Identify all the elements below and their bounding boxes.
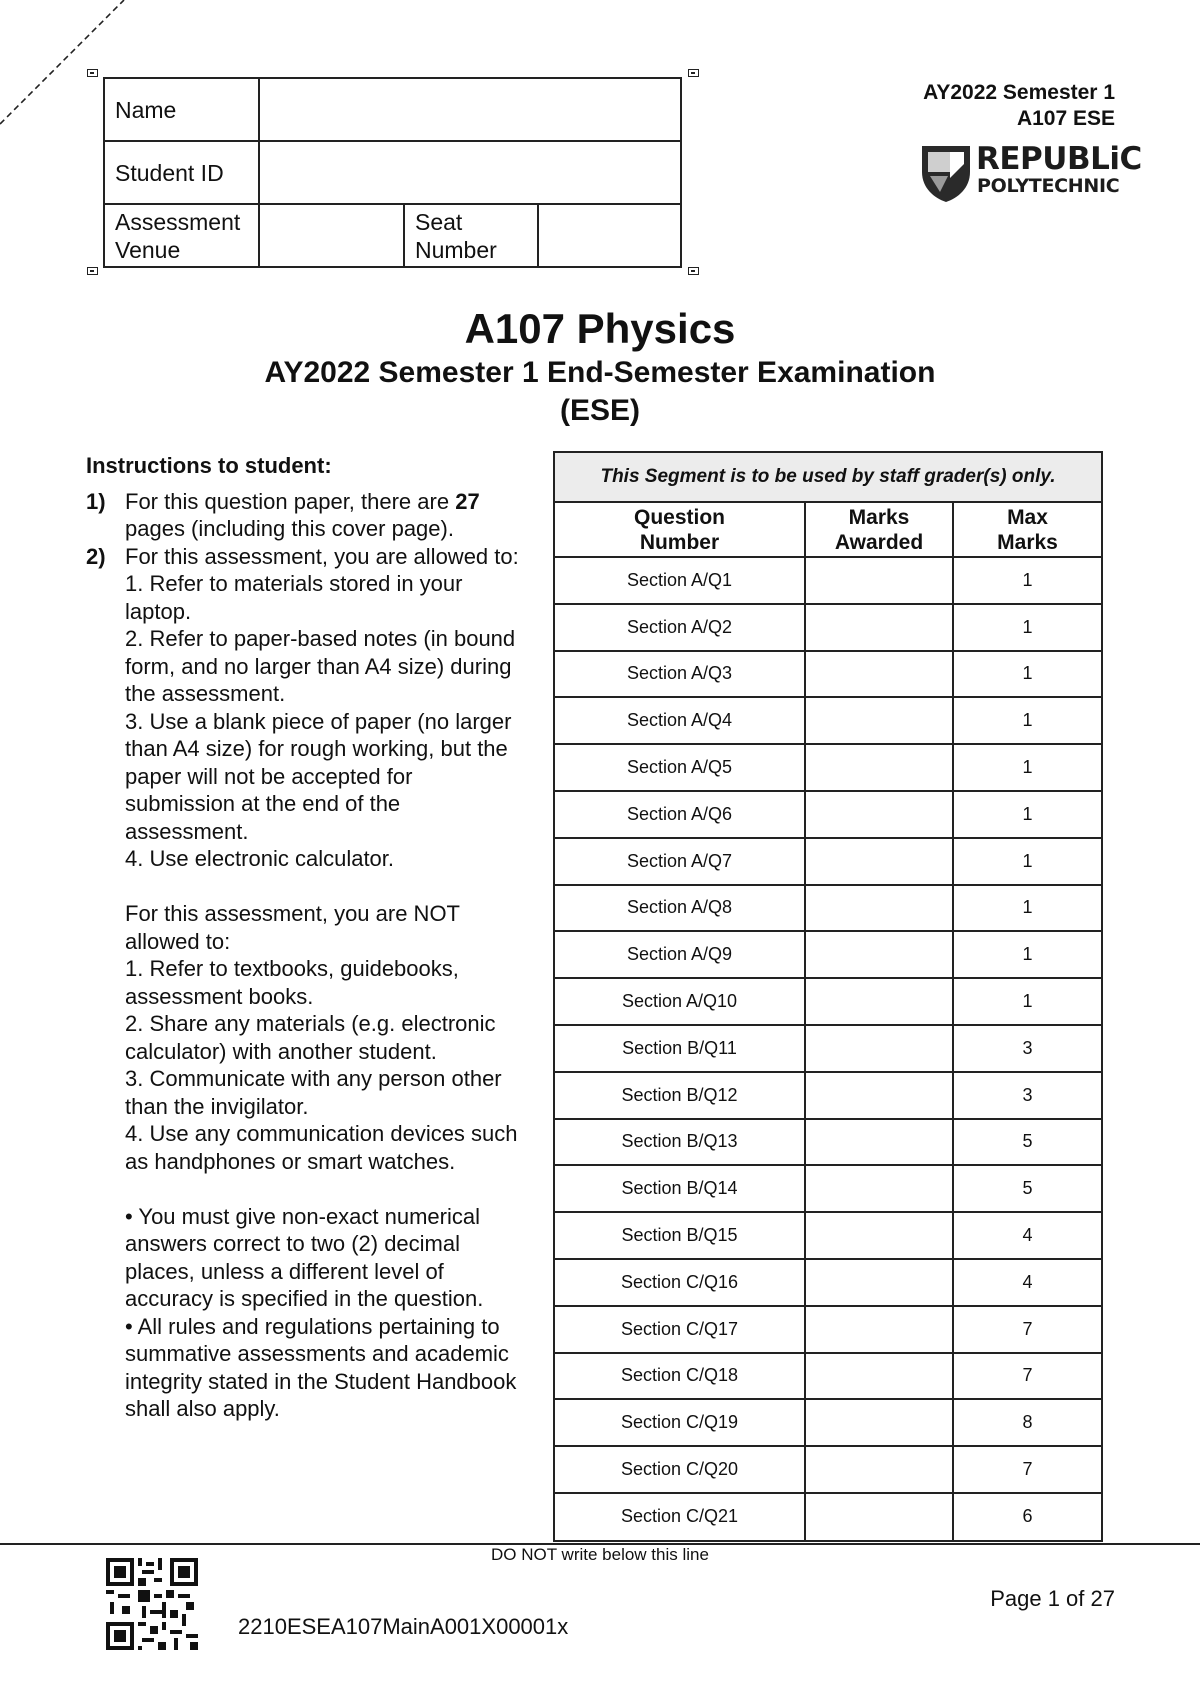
question-number: Section A/Q3 — [555, 651, 805, 698]
max-marks: 1 — [953, 885, 1101, 932]
shield-icon — [920, 142, 972, 204]
question-number: Section C/Q17 — [555, 1306, 805, 1353]
grader-rows — [555, 557, 1101, 1540]
document-code: 2210ESEA107MainA001X00001x — [238, 1614, 569, 1639]
table-row — [555, 1212, 1101, 1259]
question-number: Section A/Q4 — [555, 697, 805, 744]
table-row — [555, 1165, 1101, 1212]
venue-field[interactable] — [259, 204, 404, 267]
table-row — [555, 1259, 1101, 1306]
student-details-table — [103, 77, 682, 268]
col-header-max: Max Marks — [953, 503, 1101, 557]
question-number: Section A/Q9 — [555, 931, 805, 978]
table-row — [555, 697, 1101, 744]
name-field[interactable] — [259, 78, 681, 141]
not-allowed-item: 3. Communicate with any person other than the invigilator. — [125, 1066, 502, 1119]
question-number: Section A/Q8 — [555, 885, 805, 932]
allowed-intro: For this assessment, you are allowed to: — [125, 543, 519, 569]
resize-handle-icon[interactable] — [87, 69, 98, 77]
max-marks: 6 — [953, 1493, 1101, 1540]
allowed-item: 4. Use electronic calculator. — [125, 846, 395, 871]
max-marks: 1 — [953, 604, 1101, 651]
not-allowed-item: 2. Share any materials (e.g. electronic calculator) with another student. — [125, 1011, 496, 1064]
question-number: Section A/Q2 — [555, 604, 805, 651]
max-marks: 7 — [953, 1353, 1101, 1400]
table-row — [555, 838, 1101, 885]
marks-awarded-cell[interactable] — [805, 1306, 953, 1353]
allowed-item: 2. Refer to paper-based notes (in bound form, and no larger than A4 size) during the assessment. — [125, 626, 516, 706]
max-marks: 5 — [953, 1119, 1101, 1166]
marks-awarded-cell[interactable] — [805, 557, 953, 604]
max-marks: 3 — [953, 1025, 1101, 1072]
max-marks: 4 — [953, 1259, 1101, 1306]
marks-awarded-cell[interactable] — [805, 1212, 953, 1259]
max-marks: 7 — [953, 1446, 1101, 1493]
max-marks: 3 — [953, 1072, 1101, 1119]
semester-label: AY2022 Semester 1 — [923, 81, 1115, 104]
marks-awarded-cell[interactable] — [805, 1072, 953, 1119]
marks-awarded-cell[interactable] — [805, 1165, 953, 1212]
table-row — [555, 885, 1101, 932]
table-row — [555, 604, 1101, 651]
venue-label: Assessment Venue — [104, 204, 259, 267]
marks-awarded-cell[interactable] — [805, 651, 953, 698]
instructions-heading: Instructions to student: — [86, 453, 332, 478]
table-row — [555, 1306, 1101, 1353]
instruction-item: 2) For this assessment, you are allowed to: 1. Refer to materials stored in your laptop. 2. Refer to paper-based notes (in bound form, and no larger than A4 size) during the assessment. 3. Use a blank piece of paper (no larger than A4 size) for rough working, but the paper will not be accepted for submission at the end of the assessment. 4. Use electronic calculator. For this assessment, you are NOT allowed to: 1. Refer to textbooks, guidebooks, assessment books. 2. Share any materials (e.g. electronic calculator) with another student. 3. Communicate with any person other than the invigilator. 4. Use any communication devices such as handphones or smart watches. • You must give non-exact numerical answers correct to two (2) decimal places, unless a different level of accuracy is specified in the question. • All rules and regulations pertaining to summative assessments and academic integrity stated in the Student Handbook shall also apply. — [86, 543, 526, 1423]
student-id-field[interactable] — [259, 141, 681, 204]
seat-label: Seat Number — [404, 204, 538, 267]
table-row — [555, 1493, 1101, 1540]
max-marks: 1 — [953, 931, 1101, 978]
allowed-item: 3. Use a blank piece of paper (no larger than A4 size) for rough working, but the paper will not be accepted for submission at the end of the assessment. — [125, 708, 512, 844]
resize-handle-icon[interactable] — [688, 69, 699, 77]
instruction-item: 1) For this question paper, there are 27 pages (including this cover page). — [86, 488, 480, 541]
not-allowed-item: 1. Refer to textbooks, guidebooks, assessment books. — [125, 956, 459, 1009]
table-row — [555, 557, 1101, 604]
question-number: Section A/Q5 — [555, 744, 805, 791]
question-number: Section B/Q12 — [555, 1072, 805, 1119]
max-marks: 4 — [953, 1212, 1101, 1259]
table-row — [555, 1119, 1101, 1166]
do-not-write-notice: DO NOT write below this line — [491, 1545, 709, 1564]
student-id-label: Student ID — [104, 141, 259, 204]
marks-awarded-cell[interactable] — [805, 1119, 953, 1166]
table-row — [555, 978, 1101, 1025]
max-marks: 1 — [953, 697, 1101, 744]
page-number: Page 1 of 27 — [990, 1586, 1115, 1611]
marks-awarded-cell[interactable] — [805, 1399, 953, 1446]
resize-handle-icon[interactable] — [87, 267, 98, 275]
qr-code-icon — [106, 1558, 198, 1650]
max-marks: 1 — [953, 557, 1101, 604]
resize-handle-icon[interactable] — [688, 267, 699, 275]
question-number: Section B/Q14 — [555, 1165, 805, 1212]
marks-awarded-cell[interactable] — [805, 838, 953, 885]
marks-awarded-cell[interactable] — [805, 744, 953, 791]
marks-awarded-cell[interactable] — [805, 1353, 953, 1400]
name-label: Name — [104, 78, 259, 141]
marks-awarded-cell[interactable] — [805, 931, 953, 978]
question-number: Section A/Q10 — [555, 978, 805, 1025]
marks-awarded-cell[interactable] — [805, 1493, 953, 1540]
table-row — [555, 1399, 1101, 1446]
question-number: Section C/Q21 — [555, 1493, 805, 1540]
question-number: Section A/Q7 — [555, 838, 805, 885]
max-marks: 1 — [953, 651, 1101, 698]
grader-title: This Segment is to be used by staff grader(s) only. — [555, 453, 1101, 503]
col-header-awarded: Marks Awarded — [805, 503, 953, 557]
paper-title: A107 Physics — [464, 305, 736, 352]
max-marks: 1 — [953, 838, 1101, 885]
table-row — [555, 791, 1101, 838]
question-number: Section A/Q1 — [555, 557, 805, 604]
question-number: Section C/Q19 — [555, 1399, 805, 1446]
table-row — [555, 1446, 1101, 1493]
question-number: Section C/Q16 — [555, 1259, 805, 1306]
grader-table — [553, 451, 1103, 1542]
max-marks: 1 — [953, 978, 1101, 1025]
col-header-question: Question Number — [555, 503, 805, 557]
seat-field[interactable] — [538, 204, 681, 267]
paper-subtitle-ese: (ESE) — [559, 394, 640, 427]
header-info — [923, 80, 1115, 132]
marks-awarded-cell[interactable] — [805, 978, 953, 1025]
marks-awarded-cell[interactable] — [805, 1446, 953, 1493]
question-number: Section B/Q11 — [555, 1025, 805, 1072]
republic-polytechnic-logo — [920, 141, 1142, 204]
max-marks: 5 — [953, 1165, 1101, 1212]
module-code: A107 ESE — [1016, 107, 1115, 130]
marks-awarded-cell[interactable] — [805, 1259, 953, 1306]
max-marks: 1 — [953, 791, 1101, 838]
table-row — [555, 1025, 1101, 1072]
marks-awarded-cell[interactable] — [805, 885, 953, 932]
question-number: Section B/Q13 — [555, 1119, 805, 1166]
table-row — [555, 931, 1101, 978]
max-marks: 1 — [953, 744, 1101, 791]
marks-awarded-cell[interactable] — [805, 1025, 953, 1072]
paper-subtitle: AY2022 Semester 1 End-Semester Examination — [264, 356, 936, 389]
logo-text-polytechnic: POLYTECHNIC — [977, 175, 1120, 197]
note-item: • You must give non-exact numerical answers correct to two (2) decimal places, unless a different level of accuracy is specified in the question. — [125, 1203, 484, 1311]
question-number: Section C/Q20 — [555, 1446, 805, 1493]
table-row — [555, 1072, 1101, 1119]
logo-text-republic: REPUBLiC — [976, 141, 1142, 177]
not-allowed-item: 4. Use any communication devices such as handphones or smart watches. — [125, 1121, 518, 1174]
max-marks: 8 — [953, 1399, 1101, 1446]
question-number: Section B/Q15 — [555, 1212, 805, 1259]
marks-awarded-cell[interactable] — [805, 604, 953, 651]
table-row — [555, 1353, 1101, 1400]
question-number: Section C/Q18 — [555, 1353, 805, 1400]
table-row — [555, 651, 1101, 698]
max-marks: 7 — [953, 1306, 1101, 1353]
note-item: • All rules and regulations pertaining to summative assessments and academic integrity stated in the Student Handbook shall also apply. — [125, 1313, 517, 1421]
allowed-item: 1. Refer to materials stored in your laptop. — [125, 571, 463, 624]
marks-awarded-cell[interactable] — [805, 791, 953, 838]
instructions-section — [86, 452, 526, 1423]
table-row — [555, 744, 1101, 791]
not-allowed-intro: For this assessment, you are NOT allowed to: — [125, 901, 460, 954]
question-number: Section A/Q6 — [555, 791, 805, 838]
marks-awarded-cell[interactable] — [805, 697, 953, 744]
